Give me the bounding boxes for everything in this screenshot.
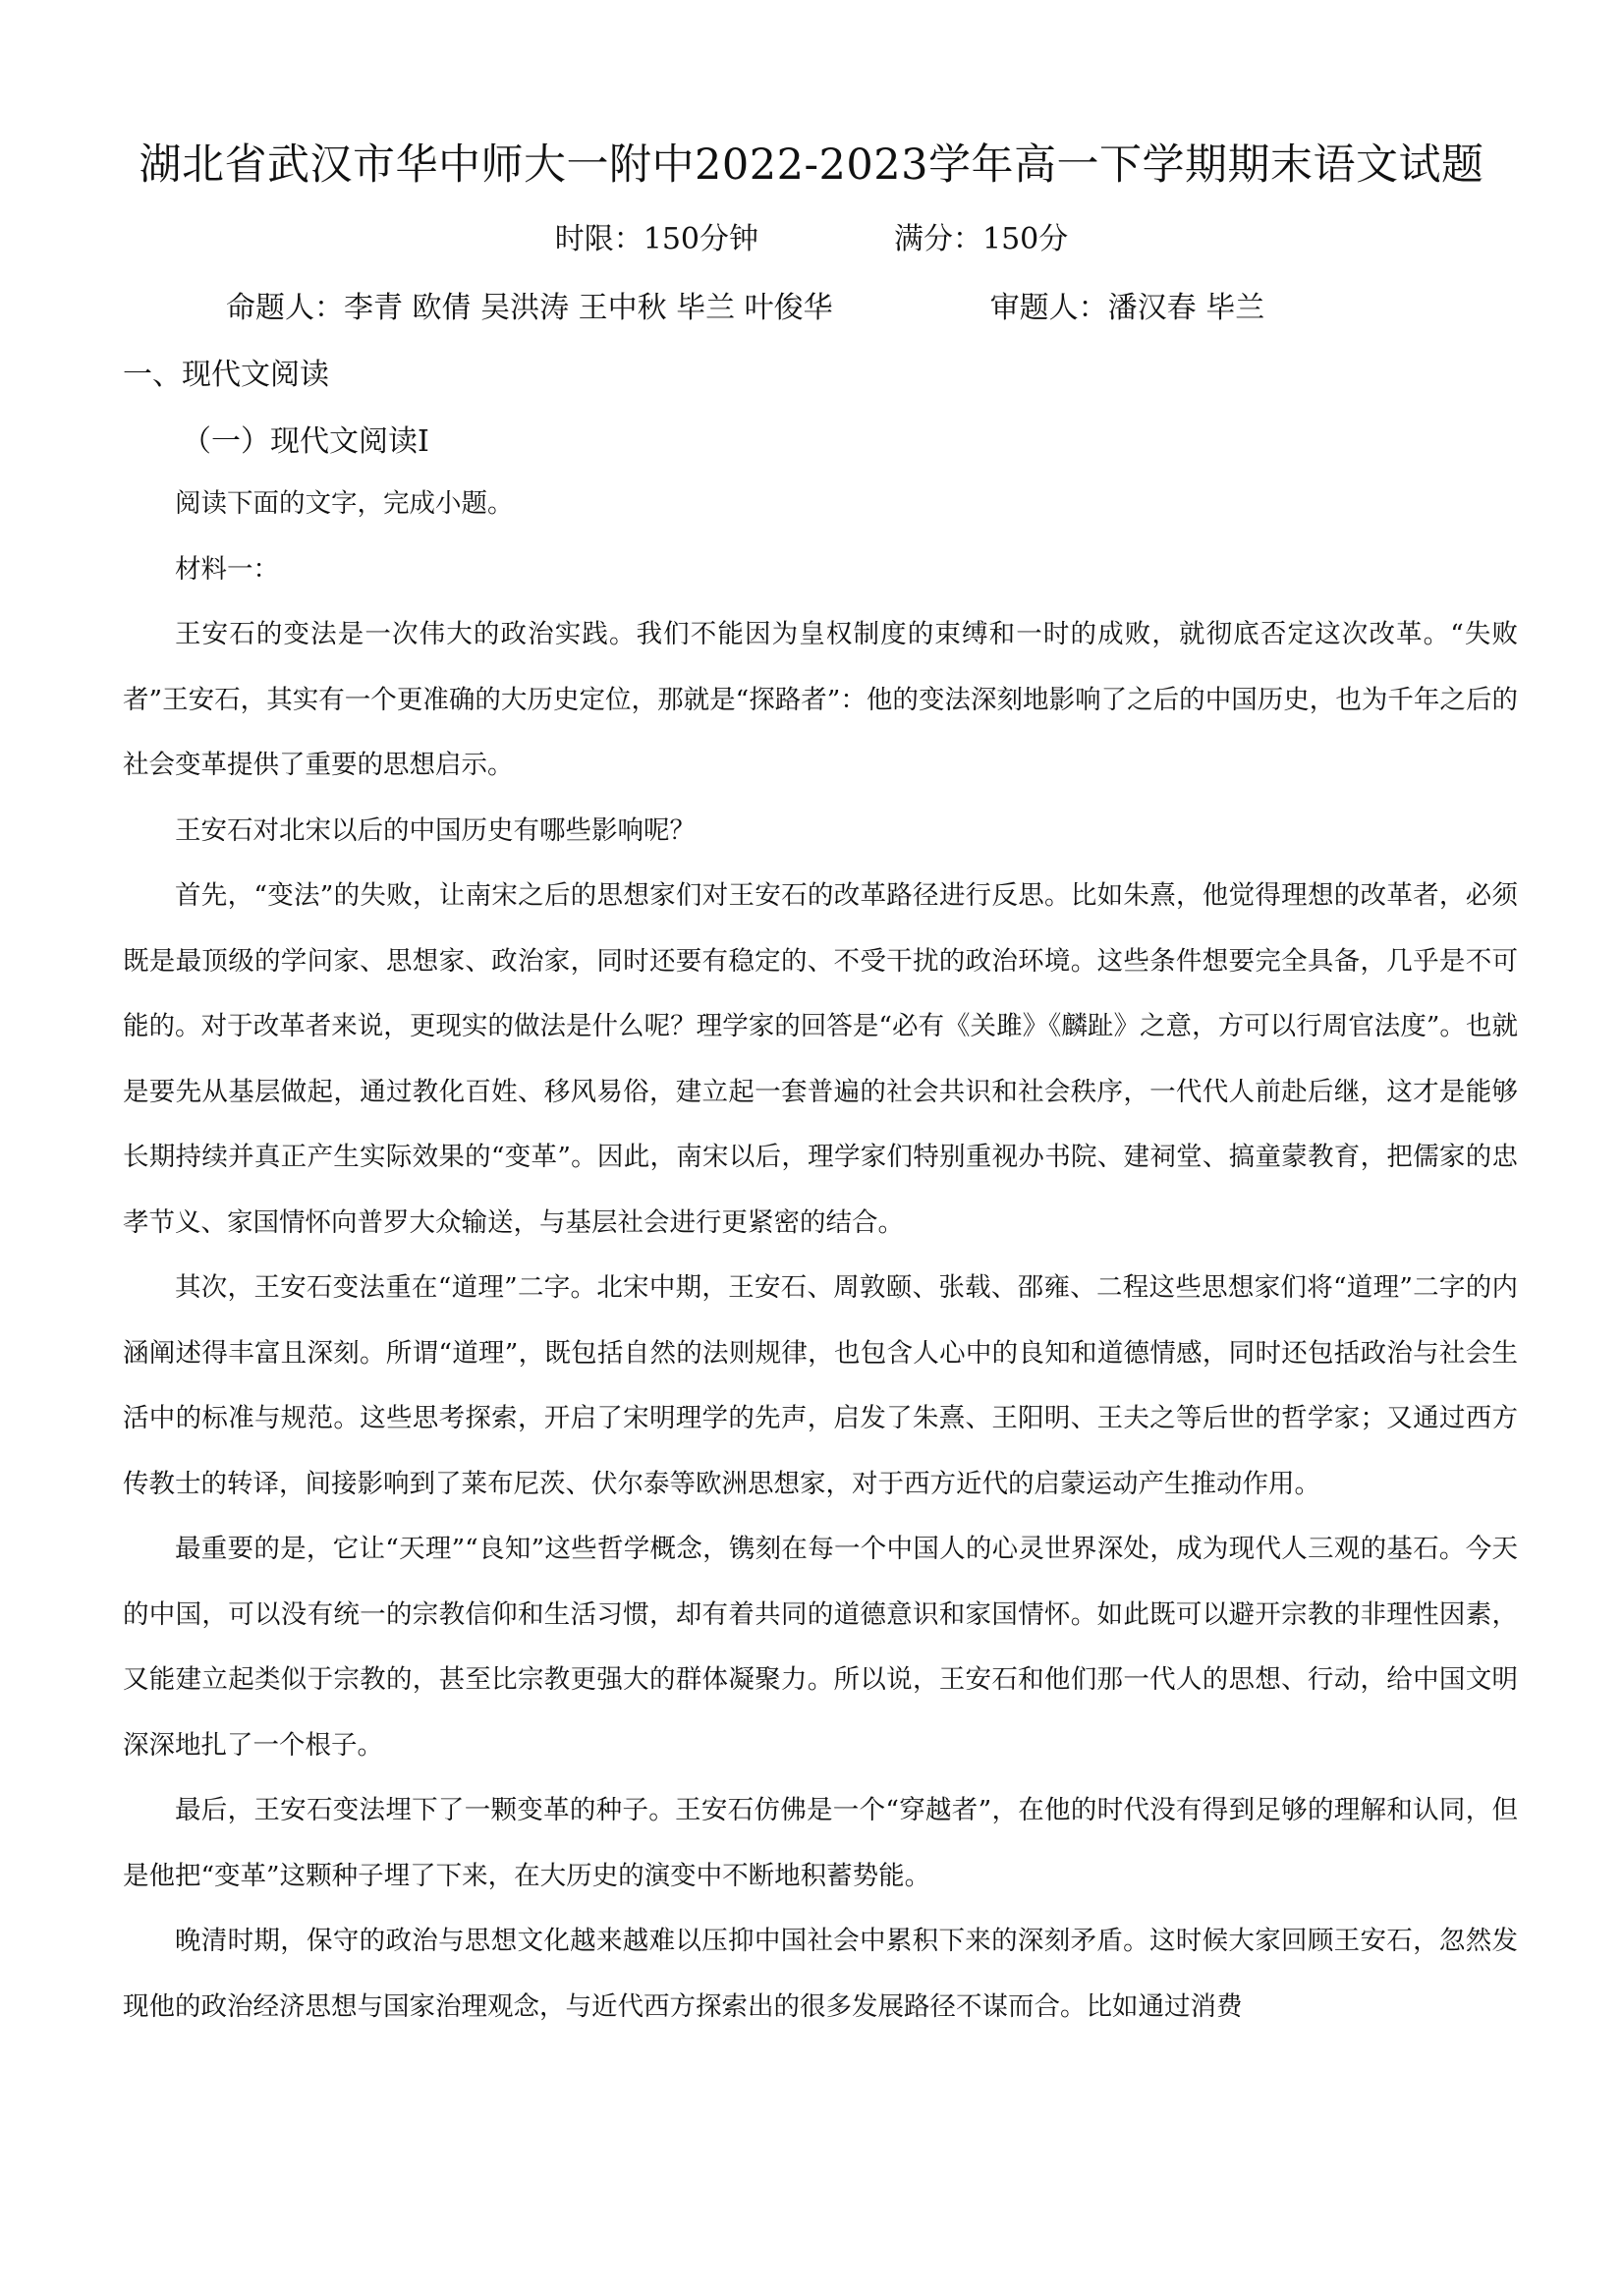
passage-paragraph: 王安石的变法是一次伟大的政治实践。我们不能因为皇权制度的束缚和一时的成败，就彻底否定这次改革。“失败者”王安石，其实有一个更准确的大历史定位，那就是“探路者”：他的变法深刻地影响了之后的中国历史，也为千年之后的社会变革提供了重要的思想启示。 <box>123 619 1518 780</box>
passage-paragraph: 最后，王安石变法埋下了一颗变革的种子。王安石仿佛是一个“穿越者”，在他的时代没有得到足够的理解和认同，但是他把“变革”这颗种子埋了下来，在大历史的演变中不断地积蓄势能。 <box>123 1795 1518 1891</box>
subsection-heading: （一）现代文阅读Ⅰ <box>182 424 429 459</box>
passage-paragraph: 最重要的是，它让“天理”“良知”这些哲学概念，镌刻在每一个中国人的心灵世界深处，成为现代人三观的基石。今天的中国，可以没有统一的宗教信仰和生活习惯，却有着共同的道德意识和家国情怀。如此既可以避开宗教的非理性因素，又能建立起类似于宗教的，甚至比宗教更强大的群体凝聚力。所以说，王安石和他们那一代人的思想、行动，给中国文明深深地扎了一个根子。 <box>123 1534 1518 1761</box>
question-reviewers: 审题人：潘汉春 毕兰 <box>989 291 1265 325</box>
question-setters: 命题人：李青 欧倩 吴洪涛 王中秋 毕兰 叶俊华 <box>226 291 833 325</box>
document-title: 湖北省武汉市华中师大一附中2022-2023学年高一下学期期末语文试题 <box>139 140 1484 190</box>
time-limit: 时限：150分钟 <box>554 222 758 256</box>
exam-meta <box>0 218 1623 261</box>
passage-paragraph: 其次，王安石变法重在“道理”二字。北宋中期，王安石、周敦颐、张载、邵雍、二程这些思想家们将“道理”二字的内涵阐述得丰富且深刻。所谓“道理”，既包括自然的法则规律，也包含人心中的良知和道德情感，同时还包括政治与社会生活中的标准与规范。这些思考探索，开启了宋明理学的先声，启发了朱熹、王阳明、王夫之等后世的哲学家；又通过西方传教士的转译，间接影响到了莱布尼茨、伏尔泰等欧洲思想家，对于西方近代的启蒙运动产生推动作用。 <box>123 1272 1518 1499</box>
instruction-paragraph: 阅读下面的文字，完成小题。 <box>175 488 514 519</box>
full-score: 满分：150分 <box>894 222 1069 256</box>
section-heading: 一、现代文阅读 <box>123 358 329 392</box>
reading-passage <box>123 472 1518 2040</box>
author-line <box>226 287 1264 330</box>
passage-paragraph: 王安石对北宋以后的中国历史有哪些影响呢？ <box>175 814 696 846</box>
passage-paragraph: 晚清时期，保守的政治与思想文化越来越难以压抑中国社会中累积下来的深刻矛盾。这时候大家回顾王安石，忽然发现他的政治经济思想与国家治理观念，与近代西方探索出的很多发展路径不谋而合。比如通过消费 <box>123 1926 1518 2022</box>
passage-paragraph: 首先，“变法”的失败，让南宋之后的思想家们对王安石的改革路径进行反思。比如朱熹，他觉得理想的改革者，必须既是最顶级的学问家、思想家、政治家，同时还要有稳定的、不受干扰的政治环境。这些条件想要完全具备，几乎是不可能的。对于改革者来说，更现实的做法是什么呢？理学家的回答是“必有《关雎》《麟趾》之意，方可以行周官法度”。也就是要先从基层做起，通过教化百姓、移风易俗，建立起一套普遍的社会共识和社会秩序，一代代人前赴后继，这才是能够长期持续并真正产生实际效果的“变革”。因此，南宋以后，理学家们特别重视办书院、建祠堂、搞童蒙教育，把儒家的忠孝节义、家国情怀向普罗大众输送，与基层社会进行更紧密的结合。 <box>123 880 1518 1238</box>
material-label: 材料一： <box>175 553 279 585</box>
